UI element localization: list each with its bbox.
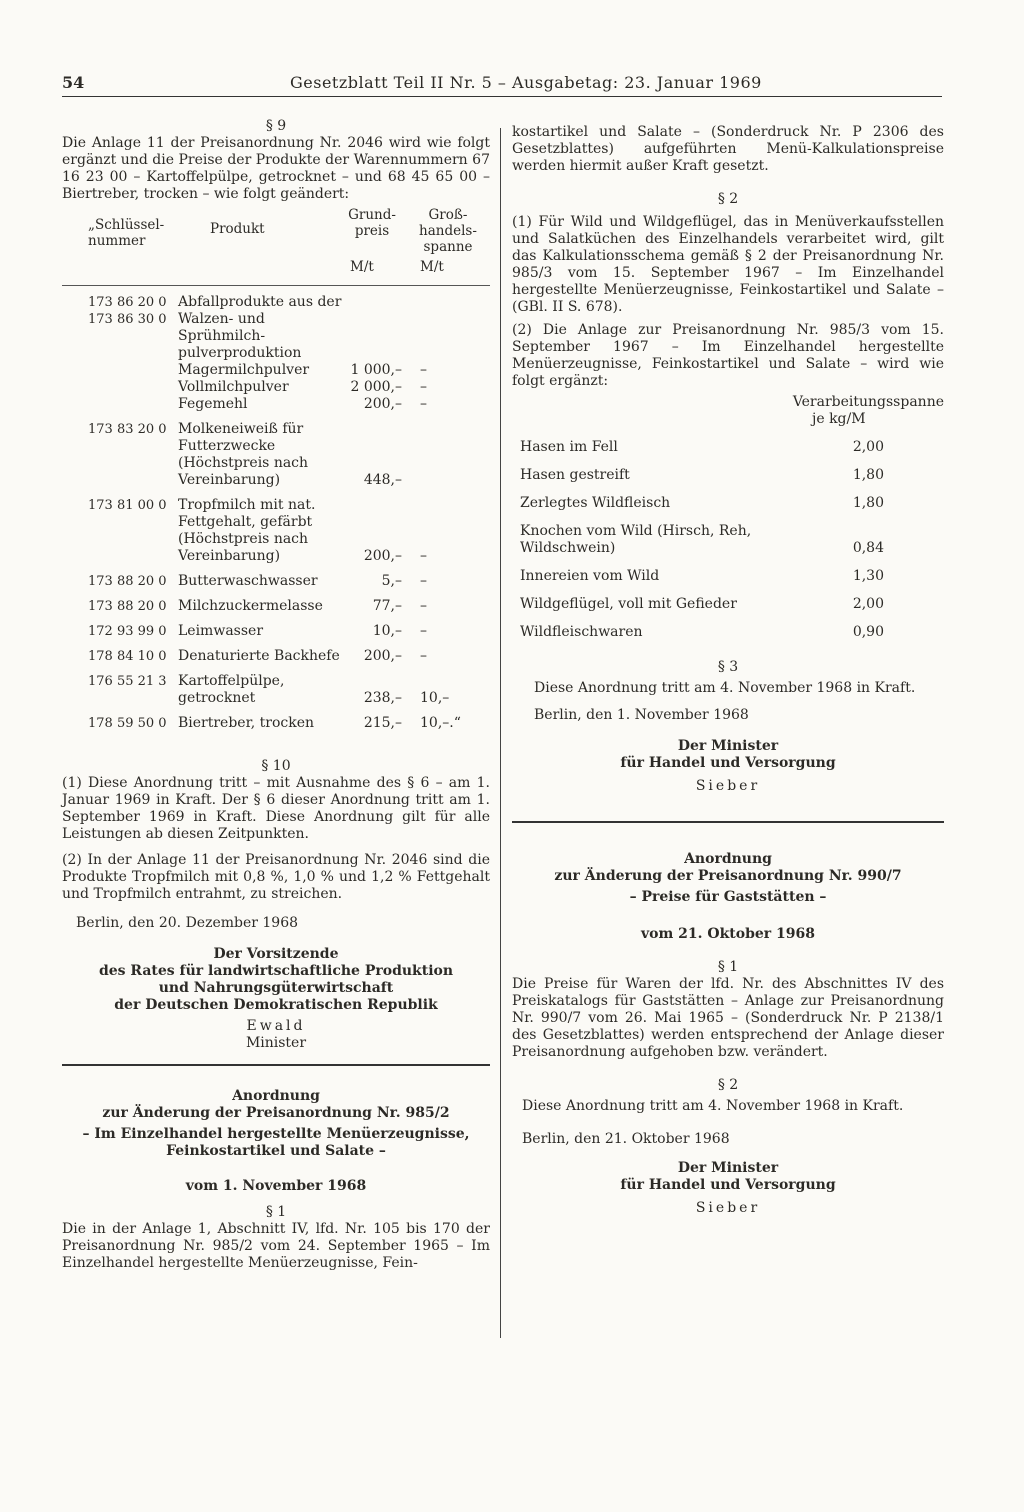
- row-product: Molkeneiweiß für Futterzwecke (Höchstpreis nach Vereinbarung): [178, 421, 309, 488]
- margin-table-row: [512, 596, 944, 613]
- row-product: Denaturierte Backhefe: [178, 648, 340, 664]
- row-key: 176 55 21 3: [88, 674, 167, 689]
- row-item: Wildgeflügel, voll mit Gefieder: [520, 596, 737, 612]
- row-key: 173 81 00 0: [88, 498, 167, 513]
- row-grundpreis: 10,–: [372, 623, 402, 639]
- section-2-p1: (1) Für Wild und Wildgeflügel, das in Menüverkaufsstellen und Salatküchen des Einzelhandels verarbeitet wird, gilt das Kalkulationsschema gemäß § 2 der Preisanordnung Nr. 985/3 vom 15. September 1967 – Im Einzelhandel hergestellte Menüerzeugnisse, Feinkostartikel und Salate – (GBl. II S. 678).: [512, 214, 944, 315]
- margin-table-row: [512, 624, 944, 641]
- row-product: Vollmilchpulver: [178, 379, 289, 395]
- row-product: Biertreber, trocken: [178, 715, 315, 731]
- row-item: Innereien vom Wild: [520, 568, 660, 584]
- row-value: 0,84: [852, 540, 884, 556]
- price-table-row: [62, 497, 490, 565]
- row-gross: –: [420, 379, 427, 395]
- signature-role: Minister: [245, 1035, 307, 1051]
- row-key: 178 84 10 0: [88, 649, 167, 664]
- margin-table-row: [512, 495, 944, 512]
- order-990-7-date: vom 21. Oktober 1968: [640, 926, 815, 942]
- unit-grundpreis: M/t: [350, 259, 374, 275]
- price-table-row: [62, 421, 490, 489]
- row-grundpreis: 200,–: [363, 396, 402, 412]
- signature-name: Ewald: [246, 1018, 306, 1034]
- row-grundpreis: 2 000,–: [350, 379, 402, 395]
- row-grundpreis: 200,–: [363, 648, 402, 664]
- price-table-row: [62, 362, 490, 379]
- place-date-right: Berlin, den 1. November 1968: [534, 707, 749, 723]
- section-10-p1: (1) Diese Anordnung tritt – mit Ausnahme des § 6 – am 1. Januar 1969 in Kraft. Der § 6 dieser Anordnung tritt am 1. September 1969 in Kraft. Diese Anordnung gilt für alle Leistungen ab diesen Zeitpunkten.: [62, 775, 490, 842]
- row-key: 178 59 50 0: [88, 716, 167, 731]
- row-product: Fegemehl: [178, 396, 248, 412]
- signature-block-right: [512, 738, 944, 795]
- row-gross: –: [420, 362, 427, 378]
- margin-table: [512, 394, 944, 641]
- row-gross: –: [420, 396, 427, 412]
- order-990-7-s2-heading: § 2: [717, 1077, 739, 1093]
- gazette-title: Gesetzblatt Teil II Nr. 5 – Ausgabetag: 23. Januar 1969: [290, 73, 762, 92]
- row-gross: –: [420, 648, 427, 664]
- place-date-order-990-7: Berlin, den 21. Oktober 1968: [522, 1131, 730, 1147]
- row-item: Hasen gestreift: [520, 467, 630, 483]
- row-item: Wildfleischwaren: [520, 624, 643, 640]
- row-item: Hasen im Fell: [520, 439, 618, 455]
- signature-org-order-990-7: für Handel und Versorgung: [620, 1177, 836, 1193]
- row-key: 173 88 20 0: [88, 599, 167, 614]
- signature-org-right: für Handel und Versorgung: [620, 755, 836, 771]
- row-key: 173 88 20 0: [88, 574, 167, 589]
- row-grundpreis: 448,–: [363, 472, 402, 488]
- row-grundpreis: 5,–: [381, 573, 402, 589]
- row-item: Zerlegtes Wildfleisch: [520, 495, 671, 511]
- order-985-2-title: Anordnung: [232, 1088, 320, 1104]
- page-header: [62, 74, 942, 97]
- order-985-2-s1-text: Die in der Anlage 1, Abschnitt IV, lfd. Nr. 105 bis 170 der Preisanordnung Nr. 985/2 vom 24. September 1965 – Im Einzelhandel hergestellte Menüerzeugnisse, Fein-: [62, 1221, 490, 1271]
- section-9-text: Die Anlage 11 der Preisanordnung Nr. 2046 wird wie folgt ergänzt und die Preise der Produkte der Warennummern 67 16 23 00 – Kartoffelpülpe, getrocknet – und 68 45 65 00 – Biertreber, trocken – wie folgt geändert:: [62, 135, 490, 202]
- col-grundpreis-header: Grund-preis: [348, 207, 396, 239]
- order-990-7-subtitle: zur Änderung der Preisanordnung Nr. 990/7: [554, 868, 902, 884]
- row-gross: 10,–.“: [420, 715, 461, 731]
- col-product-header: Produkt: [210, 221, 265, 237]
- order-985-2-s1-heading: § 1: [265, 1204, 287, 1220]
- section-10-heading: § 10: [261, 758, 291, 774]
- row-value: 0,90: [852, 624, 884, 640]
- signature-title-right: Der Minister: [677, 738, 779, 754]
- margin-table-row: [512, 523, 944, 557]
- price-table-row: [62, 573, 490, 590]
- order-985-2-topic-1: – Im Einzelhandel hergestellte Menüerzeugnisse,: [82, 1126, 470, 1142]
- section-divider-right: [512, 821, 944, 823]
- price-table-row: [62, 396, 490, 413]
- price-table-row: [62, 648, 490, 665]
- row-product: Abfallprodukte aus der Walzen- und Sprühmilch-pulverproduktion: [178, 294, 342, 361]
- row-grundpreis: 77,–: [372, 598, 402, 614]
- signature-org-1: des Rates für landwirtschaftliche Produktion: [98, 963, 454, 979]
- section-divider: [62, 1064, 490, 1066]
- margin-table-body: [512, 439, 944, 641]
- row-value: 1,30: [852, 568, 884, 584]
- place-date: Berlin, den 20. Dezember 1968: [76, 915, 299, 931]
- section-2-p2: (2) Die Anlage zur Preisanordnung Nr. 985/3 vom 15. September 1967 – Im Einzelhandel hergestellte Menüerzeugnisse, Feinkostartikel und Salate – wird wie folgt ergänzt:: [512, 322, 944, 389]
- price-table-row: [62, 598, 490, 615]
- order-990-7-s1-text: Die Preise für Waren der lfd. Nr. des Abschnittes IV des Preiskatalogs für Gaststätten – Anlage zur Preisanordnung Nr. 990/7 vom 26. Mai 1965 – (Sonderdruck Nr. P 2138/1 des Gesetzblattes) werden entsprechend der Anlage dieser Preisanordnung aufgehoben bzw. verändert.: [512, 976, 944, 1060]
- row-product: Leimwasser: [178, 623, 264, 639]
- row-key: 173 83 20 0: [88, 422, 167, 437]
- price-table: [62, 207, 490, 732]
- row-key: 172 93 99 0: [88, 624, 167, 639]
- continued-text: kostartikel und Salate – (Sonderdruck Nr. P 2306 des Gesetzblattes) aufgeführten Menü-Kalkulationspreise werden hiermit außer Kraft gesetzt.: [512, 124, 944, 174]
- right-column: [512, 124, 944, 1217]
- column-divider: [500, 128, 501, 1338]
- signature-block: [62, 946, 490, 1052]
- margin-table-header-2: je kg/M: [812, 411, 866, 427]
- price-table-row: [62, 715, 490, 732]
- row-key: 173 86 20 0 173 86 30 0: [88, 295, 167, 327]
- row-gross: –: [420, 573, 427, 589]
- row-value: 2,00: [852, 596, 884, 612]
- row-value: 2,00: [852, 439, 884, 455]
- row-product: Tropfmilch mit nat. Fettgehalt, gefärbt (Höchstpreis nach Vereinbarung): [178, 497, 316, 564]
- margin-table-row: [512, 439, 944, 456]
- row-gross: –: [420, 623, 427, 639]
- order-985-2-date: vom 1. November 1968: [185, 1178, 367, 1194]
- section-3-text: Diese Anordnung tritt am 4. November 1968 in Kraft.: [534, 680, 916, 696]
- signature-title-order-990-7: Der Minister: [677, 1160, 779, 1176]
- row-product: Magermilchpulver: [178, 362, 310, 378]
- order-985-2-topic-2: Feinkostartikel und Salate –: [166, 1143, 386, 1159]
- row-gross: –: [420, 598, 427, 614]
- row-gross: 10,–: [420, 690, 450, 706]
- signature-org-2: und Nahrungsgüterwirtschaft: [158, 980, 394, 996]
- order-990-7-title: Anordnung: [684, 851, 772, 867]
- signature-org-3: der Deutschen Demokratischen Republik: [114, 997, 438, 1013]
- page-number: 54: [62, 73, 85, 92]
- section-9-heading: § 9: [265, 118, 287, 134]
- order-990-7: [512, 851, 944, 976]
- row-product: Butterwaschwasser: [178, 573, 318, 589]
- order-990-7-topic: – Preise für Gaststätten –: [629, 889, 827, 905]
- row-product: Kartoffelpülpe, getrocknet: [178, 673, 285, 706]
- col-key-header: „Schlüssel-nummer: [88, 217, 165, 249]
- price-table-row: [62, 673, 490, 707]
- order-990-7-s1-heading: § 1: [717, 959, 739, 975]
- row-grundpreis: 215,–: [363, 715, 402, 731]
- price-table-row: [62, 294, 490, 362]
- section-3-heading: § 3: [717, 659, 739, 675]
- left-column: [62, 118, 490, 1272]
- row-value: 1,80: [852, 495, 884, 511]
- row-grundpreis: 238,–: [363, 690, 402, 706]
- row-product: Milchzuckermelasse: [178, 598, 323, 614]
- signature-name-order-990-7: Sieber: [695, 1200, 761, 1216]
- section-10-p2: (2) In der Anlage 11 der Preisanordnung Nr. 2046 sind die Produkte Tropfmilch mit 0,8 %, 1,0 % und 1,2 % Fettgehalt und Tropfmilch entrahmt, zu streichen.: [62, 852, 490, 902]
- order-990-7-s2-text: Diese Anordnung tritt am 4. November 1968 in Kraft.: [522, 1098, 904, 1114]
- price-table-body: [62, 286, 490, 732]
- signature-block-order-990-7: [512, 1160, 944, 1217]
- section-2-heading: § 2: [717, 191, 739, 207]
- col-gross-header: Groß-handels-spanne: [419, 207, 477, 255]
- margin-table-header-1: Verarbeitungsspanne: [792, 394, 944, 410]
- margin-table-row: [512, 467, 944, 484]
- order-985-2-subtitle: zur Änderung der Preisanordnung Nr. 985/2: [102, 1105, 450, 1121]
- row-gross: –: [420, 548, 427, 564]
- row-item: Knochen vom Wild (Hirsch, Reh, Wildschwein): [520, 523, 752, 556]
- price-table-row: [62, 623, 490, 640]
- price-table-header: [62, 207, 490, 286]
- unit-gross: M/t: [420, 259, 444, 275]
- margin-table-row: [512, 568, 944, 585]
- order-985-2: [62, 1088, 490, 1221]
- row-grundpreis: 200,–: [363, 548, 402, 564]
- signature-title: Der Vorsitzende: [213, 946, 339, 962]
- row-grundpreis: 1 000,–: [350, 362, 402, 378]
- price-table-row: [62, 379, 490, 396]
- row-value: 1,80: [852, 467, 884, 483]
- signature-name-right: Sieber: [695, 778, 761, 794]
